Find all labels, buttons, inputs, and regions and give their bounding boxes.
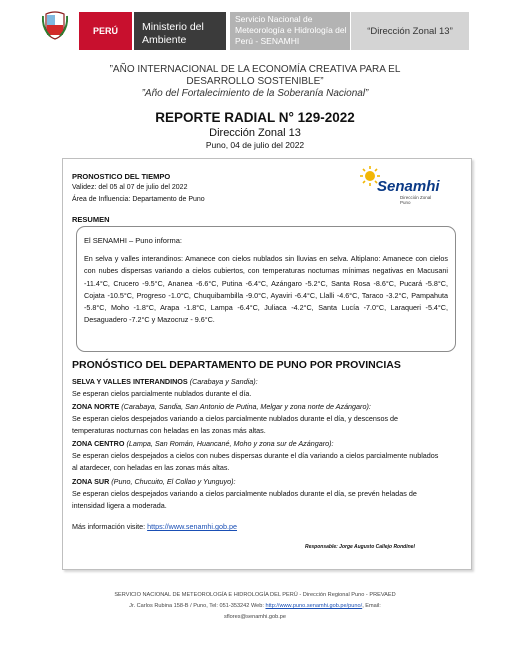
norte-text: Se esperan cielos despejados variando a cielos parcialmente nublados durante el día, y descensos de temperaturas nocturnas con heladas en las zonas más altas. [72, 414, 399, 435]
report-zone: Dirección Zonal 13 [209, 127, 301, 139]
selva-places: (Carabaya y Sandia): [189, 377, 258, 386]
logo-wordmark: Senamhi [377, 178, 440, 195]
selva-heading [72, 376, 440, 388]
norte-label: ZONA NORTE [72, 402, 120, 411]
sur-heading [72, 476, 440, 488]
centro-text: Se esperan cielos despejados a cielos con nubes dispersas durante el día variando a cielos parcialmente nublados al atardecer, con heladas en las zonas más altas. [72, 451, 439, 472]
summary-label: RESUMEN [72, 215, 110, 224]
responsible-note: Responsable: Jorge Augusto Callejo Rondinel [305, 544, 415, 550]
year-title-main: ”AÑO INTERNACIONAL DE LA ECONOMÍA CREATIVA PARA EL DESARROLLO SOSTENIBLE” [109, 64, 401, 87]
selva-label: SELVA Y VALLES INTERANDINOS [72, 377, 188, 386]
office-label: “Dirección Zonal 13” [351, 12, 469, 50]
footer-email-label: , Email: [362, 603, 381, 609]
sur-text: Se esperan cielos despejados variando a cielos parcialmente nublados durante el día, se prevén heladas de intensidad ligera a moderada. [72, 489, 417, 510]
footer-email: sflores@senamhi.gob.pe [224, 614, 286, 620]
centro-places: (Lampa, San Román, Huancané, Moho y zona sur de Azángaro): [126, 439, 334, 448]
centro-heading [72, 438, 440, 450]
norte-places: (Carabaya, Sandia, San Antonio de Putina, Melgar y zona norte de Azángaro): [121, 402, 371, 411]
summary-informs: El SENAMHI – Puno informa: [84, 236, 182, 245]
summary-body: En selva y valles interandinos: Amanece con cielos nublados sin lluvias en selva. Altiplano: Amanece con cielos con nubes dispersas variando a cielos cubiertos, con temperaturas nocturnas mínimas negativas en Macusani -11.4°C, Crucero -9.5°C, Ananea -6.6°C, Putina -6.4°C, Azángaro -5.2°C, Santa Rosa -8.6°C, Pucará -5.8°C, Cojata -10.5°C, Progreso -1.0°C, Chuquibambilla -9.0°C, Ayaviri -6.4°C, Llalli -4.6°C, Taraco -3.2°C, Pampahuta -5.8°C, Moho -1.8°C, Arapa -1.8°C, Lampa -6.4°C, Juliaca -4.2°C, Santa Lucía -7.0°C, Laraqueri -5.4°C, Desaguadero -7.2°C y Mazocruz - 9.6°C. [84, 254, 448, 325]
footer-line-2 [50, 601, 460, 612]
sur-places: (Puno, Chucuito, El Collao y Yunguyo): [111, 477, 236, 486]
institution-label: Servicio Nacional de Meteorología e Hidrología del Perú - SENAMHI [230, 12, 350, 50]
footer [50, 590, 460, 623]
report-date: Puno, 04 de julio del 2022 [205, 140, 305, 150]
report-title: REPORTE RADIAL N° 129-2022 [155, 110, 355, 125]
more-info [72, 522, 237, 531]
centro-label: ZONA CENTRO [72, 439, 125, 448]
year-title-sub: ”Año del Fortalecimiento de la Soberanía Nacional” [141, 88, 369, 99]
logo-subtitle: Dirección Zonal Puno [400, 195, 432, 205]
sur-label: ZONA SUR [72, 477, 110, 486]
more-info-label: Más información visite: [72, 522, 146, 531]
forecast-heading: PRONOSTICO DEL TIEMPO [72, 172, 171, 181]
peru-coat-of-arms-icon [42, 10, 68, 40]
footer-address: Jr. Carlos Rubina 158-B / Puno, Tel: 051-353242 Web: [129, 603, 264, 609]
forecast-validity: Validez: del 05 al 07 de julio del 2022 [72, 184, 188, 191]
forecast-area: Área de Influencia: Departamento de Puno [72, 196, 205, 203]
ministry-label: Ministerio del Ambiente [134, 12, 226, 50]
norte-heading [72, 401, 440, 413]
provinces-title: PRONÓSTICO DEL DEPARTAMENTO DE PUNO POR PROVINCIAS [72, 359, 401, 371]
footer-line-1: SERVICIO NACIONAL DE METEOROLOGÍA E HIDROLOGÍA DEL PERÚ - Dirección Regional Puno - PREVAED [114, 592, 396, 598]
country-label: PERÚ [79, 12, 132, 50]
selva-text: Se esperan cielos parcialmente nublados durante el día. [72, 389, 252, 398]
senamhi-link[interactable]: https://www.senamhi.gob.pe [147, 522, 238, 531]
footer-web-link[interactable]: http://www.puno.senamhi.gob.pe/puno/ [265, 603, 363, 609]
senamhi-logo [360, 166, 440, 205]
